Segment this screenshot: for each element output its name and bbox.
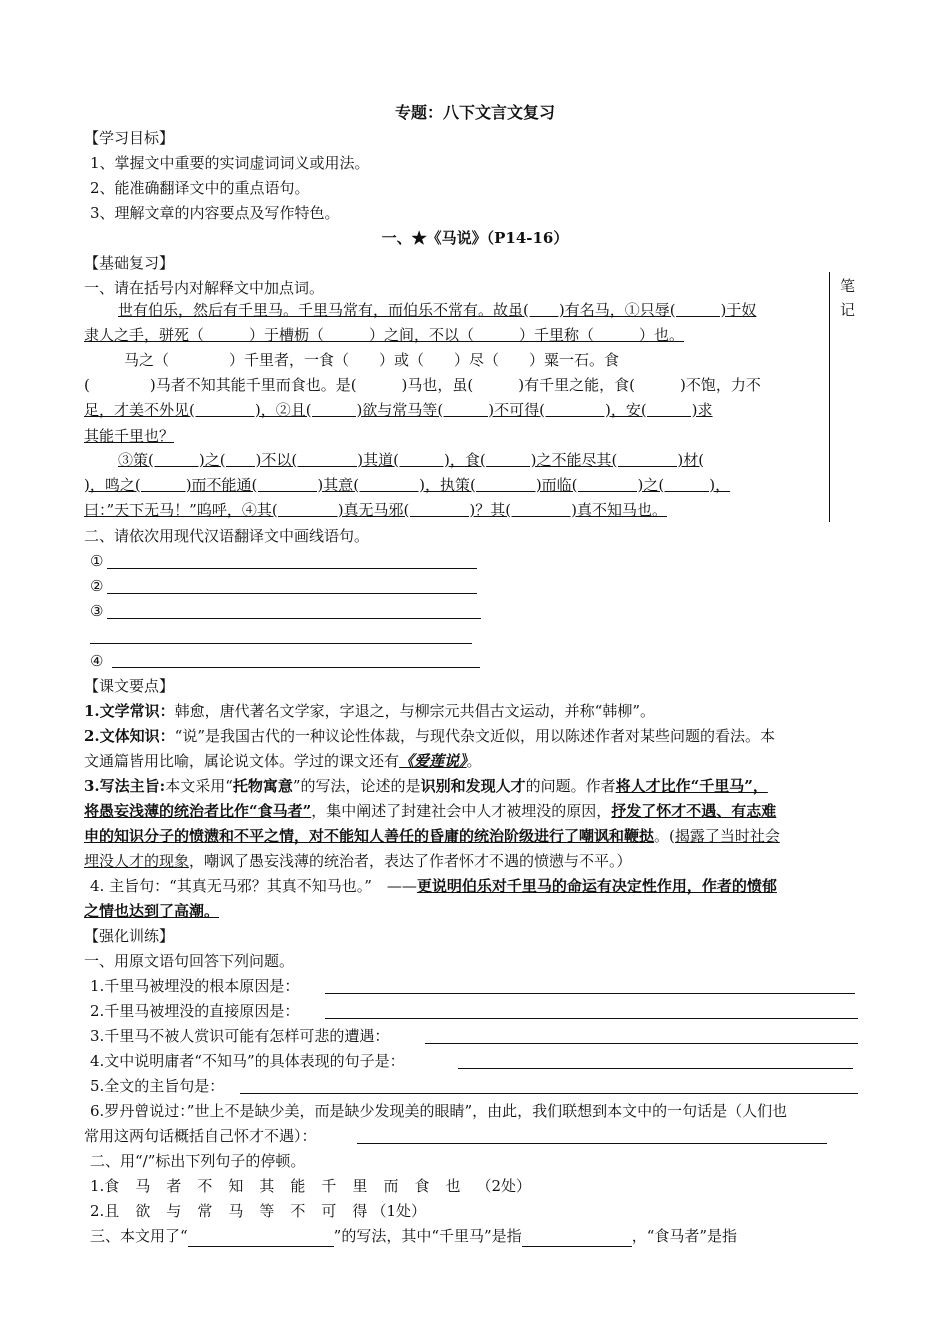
sentence-char: 马 bbox=[135, 1177, 151, 1195]
sentence-char: 与 bbox=[166, 1202, 182, 1220]
sentence-char: 欲 bbox=[135, 1202, 151, 1220]
key-point-emphasis: 申的知识分子的愤懑和不平之情，对不能知人善任的昏庸的统治阶级进行了嘲讽和鞭挞 bbox=[84, 827, 655, 845]
key-point-2-cont bbox=[84, 751, 482, 771]
sentence-char: 常 bbox=[197, 1202, 213, 1220]
key-point-3-cont bbox=[84, 826, 780, 846]
notes-label-char: 记 bbox=[840, 301, 856, 319]
sentence-char: 而 bbox=[383, 1177, 399, 1195]
passage-line: 世有伯乐，然后有千里马。千里马常有，而伯乐不常有。故虽( )有名马，①只辱( )于奴 bbox=[118, 301, 757, 319]
sentence-char: 2.且 bbox=[90, 1202, 120, 1220]
key-point-emphasis: 将人才比作“千里马”， bbox=[615, 777, 768, 795]
passage-line: 曰：”天下无马！”呜呼，④其( )真无马邪( )？其( )真不知马也。 bbox=[84, 501, 667, 519]
pause-sentence-1 bbox=[90, 1176, 531, 1196]
training-item: 1.千里马被埋没的根本原因是： bbox=[90, 977, 300, 995]
passage-line: 其能千里也？ bbox=[84, 427, 175, 445]
notes-label-char: 笔 bbox=[840, 277, 856, 295]
answer-line[interactable] bbox=[425, 1043, 858, 1044]
training-item: 3.千里马不被人赏识可能有怎样可悲的遭遇： bbox=[90, 1027, 390, 1045]
basic-review-heading: 【基础复习】 bbox=[84, 254, 175, 272]
sentence-char: 1.食 bbox=[90, 1177, 120, 1195]
sentence-char: 马 bbox=[228, 1202, 244, 1220]
training-item: 4.文中说明庸者“不知马”的具体表现的句子是： bbox=[90, 1052, 405, 1070]
question-text: 三、本文用了“ bbox=[90, 1227, 188, 1245]
training-item-cont: 常用这两句话概括自己怀才不遇）： bbox=[84, 1127, 317, 1145]
notes-label bbox=[840, 274, 855, 322]
key-point-text: “说”是我国古代的一种议论性体裁，与现代杂文近似，用以陈述作者对某些问题的看法。本 bbox=[174, 727, 776, 745]
sentence-char: 者 bbox=[166, 1177, 182, 1195]
sentence-note: （2处） bbox=[476, 1177, 532, 1195]
key-point-3-cont bbox=[84, 801, 776, 821]
sentence-char: 得 bbox=[352, 1202, 368, 1220]
key-point-text: ，集中阐述了封建社会中人才被埋没的原因， bbox=[311, 802, 612, 820]
sentence-char: 知 bbox=[228, 1177, 244, 1195]
key-point-text: 。 bbox=[466, 752, 482, 770]
key-point-text: ，嘲讽了愚妄浅薄的统治者，表达了作者怀才不遇的愤懑与不平。） bbox=[189, 852, 632, 870]
translate-marker: ① bbox=[90, 552, 104, 570]
answer-line[interactable] bbox=[107, 568, 477, 569]
passage-line: 马之（ ）千里者，一食（ ）或（ ）尽（ ）粟一石。食 bbox=[124, 351, 620, 369]
goal-item: 1、掌握文中重要的实词虚词词义或用法。 bbox=[90, 154, 370, 172]
sentence-char: 能 bbox=[290, 1177, 306, 1195]
key-point-emphasis: 《爱莲说》 bbox=[399, 752, 467, 770]
key-point-text: 本文采用“ bbox=[165, 777, 233, 795]
key-point-text: 韩愈，唐代著名文学家，字退之，与柳宗元共倡古文运动，并称“韩柳”。 bbox=[174, 702, 656, 720]
answer-line[interactable] bbox=[240, 1093, 858, 1094]
goal-item: 3、理解文章的内容要点及写作特色。 bbox=[90, 204, 340, 222]
training-item: 2.千里马被埋没的直接原因是： bbox=[90, 1002, 300, 1020]
key-point-emphasis: 识别和发现人才 bbox=[420, 777, 526, 795]
answer-line[interactable] bbox=[107, 593, 477, 594]
key-point-3-cont bbox=[84, 851, 632, 871]
translate-marker: ③ bbox=[90, 602, 104, 620]
passage-line: ③策( )之( )不以( )其道( )，食( )之不能尽其( )材( bbox=[118, 451, 705, 469]
translate-question: 二、请依次用现代汉语翻译文中画线语句。 bbox=[84, 527, 370, 545]
key-point-text: 文通篇皆用比喻，属论说文体。学过的课文还有 bbox=[84, 752, 400, 770]
training-item: 5.全文的主旨句是： bbox=[90, 1077, 225, 1095]
key-points-heading: 【课文要点】 bbox=[84, 677, 175, 695]
question-text: ，“食马者”是指 bbox=[631, 1227, 738, 1245]
key-point-3 bbox=[84, 776, 768, 796]
translate-marker: ② bbox=[90, 577, 104, 595]
answer-line[interactable] bbox=[90, 643, 472, 644]
key-point-emphasis: 揭露了当时社会 bbox=[674, 827, 780, 845]
basic-review-question: 一、请在括号内对解释文中加点词。 bbox=[84, 279, 325, 297]
sentence-char: 不 bbox=[290, 1202, 306, 1220]
notes-divider bbox=[829, 272, 830, 522]
sentence-char: 也 bbox=[445, 1177, 461, 1195]
key-point-emphasis: 抒发了怀才不遇、有志难 bbox=[611, 802, 777, 820]
training-question-3 bbox=[90, 1226, 737, 1247]
key-point-4 bbox=[90, 876, 777, 896]
passage-line: ( )马者不知其能千里而食也。是( )马也，虽( )有千里之能，食( )不饱，力不 bbox=[84, 376, 761, 394]
key-point-text: 。( bbox=[654, 827, 675, 845]
question-text: ”的写法，其中“千里马”是指 bbox=[333, 1227, 522, 1245]
training-heading: 【强化训练】 bbox=[84, 927, 175, 945]
key-point-2 bbox=[84, 726, 775, 746]
answer-line[interactable] bbox=[357, 1143, 827, 1144]
sentence-char: 等 bbox=[259, 1202, 275, 1220]
sentence-char: 不 bbox=[197, 1177, 213, 1195]
fill-blank[interactable] bbox=[522, 1226, 632, 1247]
key-point-emphasis: 托物寓意 bbox=[232, 777, 293, 795]
answer-line[interactable] bbox=[458, 1068, 853, 1069]
key-point-emphasis: 埋没人才的现象 bbox=[84, 852, 190, 870]
key-point-label: 1.文学常识： bbox=[84, 702, 175, 720]
goals-heading: 【学习目标】 bbox=[84, 129, 175, 147]
translate-marker: ④ bbox=[90, 652, 104, 670]
answer-line[interactable] bbox=[325, 1018, 858, 1019]
training-question: 二、用“/”标出下列句子的停顿。 bbox=[90, 1152, 306, 1170]
sentence-note: （1处） bbox=[371, 1202, 426, 1220]
sentence-char: 可 bbox=[321, 1202, 337, 1220]
sentence-char: 千 bbox=[321, 1177, 337, 1195]
passage-line: 隶人之手，骈死（ ）于槽枥（ ）之间，不以（ ）千里称（ ）也。 bbox=[84, 326, 685, 344]
key-point-label: 2.文体知识： bbox=[84, 727, 175, 745]
pause-sentence-2 bbox=[90, 1201, 426, 1221]
passage-line: )，鸣之( )而不能通( )其意( )，执策( )而临( )之( )， bbox=[84, 476, 731, 494]
answer-line[interactable] bbox=[112, 667, 480, 668]
key-point-emphasis: 将愚妄浅薄的统治者比作“食马者” bbox=[84, 802, 312, 820]
sentence-char: 其 bbox=[259, 1177, 275, 1195]
key-point-1 bbox=[84, 701, 655, 721]
key-point-4-cont: 之情也达到了高潮。 bbox=[84, 902, 220, 920]
section-title: 一、★《马说》（P14-16） bbox=[381, 229, 569, 247]
passage-line: 足，才美不外见( )，②且( )欲与常马等( )不可得( )，安( )求 bbox=[84, 401, 713, 419]
training-question: 一、用原文语句回答下列问题。 bbox=[84, 952, 295, 970]
sentence-char: 里 bbox=[352, 1177, 368, 1195]
key-point-text: 的问题。作者 bbox=[525, 777, 616, 795]
page-title: 专题：八下文言文复习 bbox=[394, 103, 555, 122]
key-point-label: 3.写法主旨: bbox=[84, 777, 166, 795]
training-item: 6.罗丹曾说过：”世上不是缺少美，而是缺少发现美的眼睛”，由此，我们联想到本文中的一句话是（人们也 bbox=[90, 1102, 788, 1120]
key-point-text: 4. 主旨句：“其真无马邪？其真不知马也。” —— bbox=[90, 877, 417, 895]
answer-line[interactable] bbox=[325, 993, 855, 994]
key-point-emphasis: 更说明伯乐对千里马的命运有决定性作用，作者的愤郁 bbox=[416, 877, 777, 895]
key-point-text: ”的写法，论述的是 bbox=[292, 777, 421, 795]
sentence-char: 食 bbox=[414, 1177, 430, 1195]
answer-line[interactable] bbox=[107, 618, 481, 619]
fill-blank[interactable] bbox=[188, 1226, 334, 1247]
goal-item: 2、能准确翻译文中的重点语句。 bbox=[90, 179, 310, 197]
